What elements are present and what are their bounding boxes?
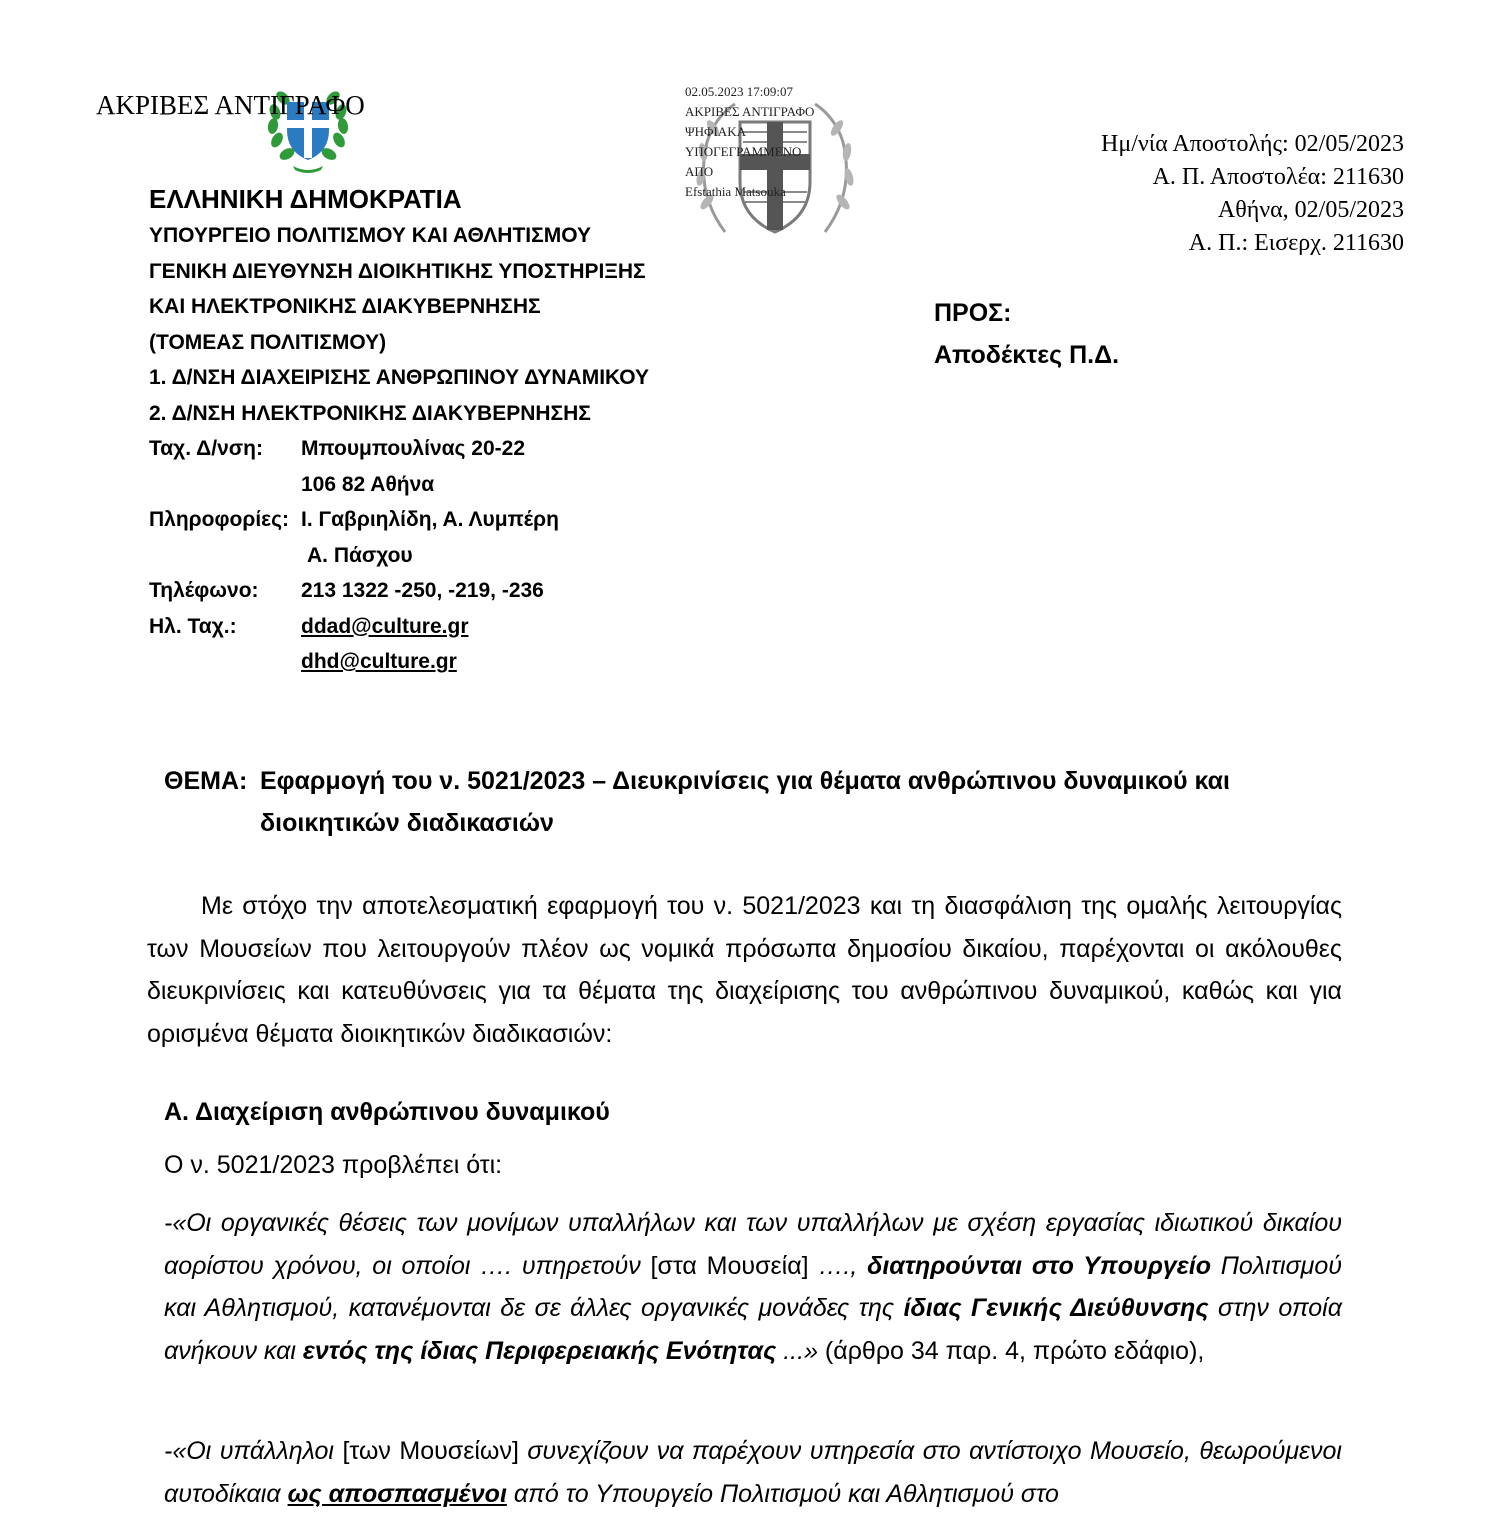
signature-line: 02.05.2023 17:09:07 [685,84,793,99]
quote-emphasis: ως αποσπασμένοι [287,1479,507,1508]
subject-block [164,760,1344,844]
directorate-line: ΚΑΙ ΗΛΕΚΤΡΟΝΙΚΗΣ ΔΙΑΚΥΒΕΡΝΗΣΗΣ [149,295,541,318]
signature-line: ΑΠΟ [685,164,714,179]
organization-header [149,180,649,680]
document-meta [1101,128,1404,260]
recipients-block [934,292,1119,376]
quote-text: ...» [776,1336,818,1365]
signature-line: Efstathia Matsouka [685,184,786,199]
address-label: Ταχ. Δ/νση: [149,437,263,460]
phone-value: 213 1322 -250, -219, -236 [301,579,544,602]
signature-line: ΨΗΦΙΑΚΑ [685,124,746,139]
directorate-line: ΓΕΝΙΚΗ ΔΙΕΥΘΥΝΣΗ ΔΙΟΙΚΗΤΙΚΗΣ ΥΠΟΣΤΗΡΙΞΗΣ [149,259,646,283]
quote-text: -«Οι οργανικές θέσεις των μονίμων υπαλλήλων και των υπαλλήλων με σχέση εργασίας ιδιωτικού δικαίου αορίστου χρόνου, οι οποίοι …. υπηρετούν [164,1209,1342,1280]
address-value: 106 82 Αθήνα [301,472,435,496]
email-link[interactable]: ddad@culture.gr [301,614,469,638]
sector-name: (ΤΟΜΕΑΣ ΠΟΛΙΤΙΣΜΟΥ) [149,330,387,354]
address-row [149,431,649,467]
email-label: Ηλ. Ταχ.: [149,614,237,638]
info-row [149,538,649,574]
subject-label: ΘΕΜΑ: [164,767,248,795]
law-quote [164,1430,1342,1515]
digital-signature-block [685,82,865,252]
address-row [149,467,649,503]
department-name: 2. Δ/ΝΣΗ ΗΛΕΚΤΡΟΝΙΚΗΣ ΔΙΑΚΥΒΕΡΝΗΣΗΣ [149,401,591,425]
quote-text: -«Οι υπάλληλοι [164,1437,334,1465]
signature-text [685,82,814,202]
email-link[interactable]: dhd@culture.gr [301,650,457,673]
signature-line: ΥΠΟΓΕΓΡΑΜΜΕΝΟ [685,144,802,159]
info-label: Πληροφορίες: [149,508,290,531]
address-value: Μπουμπουλίνας 20-22 [301,437,525,460]
intro-paragraph: Με στόχο την αποτελεσματική εφαρμογή του ν. 5021/2023 και τη διασφάλιση της ομαλής λειτουργίας των Μουσείων που λειτουργούν πλέον ως νομικά πρόσωπα δημοσίου δικαίου, παρέχονται οι ακόλουθες διευκρινίσεις και κατευθύνσεις για τα θέματα της διαχείρισης του ανθρώπινου δυναμικού, καθώς και για ορισμένα θέματα διοικητικών διαδικασιών: [147,892,1342,1048]
email-row [149,609,649,645]
phone-label: Τηλέφωνο: [149,579,259,602]
incoming-protocol: Α. Π.: Εισερχ. 211630 [1188,230,1404,256]
quote-text: Πολιτισμού και Αθλητισμού, κατανέμονται δε σε άλλες οργανικές μονάδες της [164,1251,1342,1322]
ministry-name: ΥΠΟΥΡΓΕΙΟ ΠΟΛΙΤΙΣΜΟΥ ΚΑΙ ΑΘΛΗΤΙΣΜΟΥ [149,224,591,247]
quote-emphasis: εντός της ίδιας Περιφερειακής Ενότητας [302,1336,777,1365]
signature-line: ΑΚΡΙΒΕΣ ΑΝΤΙΓΡΑΦΟ [685,104,815,119]
quote-emphasis: ίδιας Γενικής Διεύθυνσης [903,1294,1209,1322]
quote-text: …., [818,1251,858,1280]
certified-copy-stamp: ΑΚΡΙΒΕΣ ΑΝΤΙΓΡΑΦΟ [96,90,365,120]
send-date: Ημ/νία Αποστολής: 02/05/2023 [1101,131,1404,157]
section-heading: Α. Διαχείριση ανθρώπινου δυναμικού [164,1098,610,1126]
quote-insert: [των Μουσείων] [333,1437,528,1465]
republic-title: ΕΛΛΗΝΙΚΗ ΔΗΜΟΚΡΑΤΙΑ [149,184,462,214]
sender-protocol: Α. Π. Αποστολέα: 211630 [1152,164,1404,190]
to-label: ΠΡΟΣ: [934,299,1012,327]
law-intro: Ο ν. 5021/2023 προβλέπει ότι: [164,1151,503,1179]
info-value: Α. Πάσχου [307,543,413,567]
quote-reference: (άρθρο 34 παρ. 4, πρώτο εδάφιο), [817,1336,1205,1365]
info-row [149,502,649,538]
info-value: Ι. Γαβριηλίδη, Α. Λυμπέρη [301,508,559,531]
quote-text: από το Υπουργείο Πολιτισμού και Αθλητισμού στο [506,1479,1059,1508]
subject-text: Εφαρμογή του ν. 5021/2023 – Διευκρινίσεις για θέματα ανθρώπινου δυναμικού και διοικητικών διαδικασιών [260,767,1230,837]
department-name: 1. Δ/ΝΣΗ ΔΙΑΧΕΙΡΙΣΗΣ ΑΝΘΡΩΠΙΝΟΥ ΔΥΝΑΜΙΚΟΥ [149,366,649,389]
quote-text: συνεχίζουν να παρέχουν υπηρεσία στο αντίστοιχο Μουσείο, θεωρούμενοι αυτοδίκαια [164,1437,1342,1508]
law-quote [164,1202,1342,1372]
phone-row [149,573,649,609]
place-date: Αθήνα, 02/05/2023 [1217,197,1404,223]
to-value: Αποδέκτες Π.Δ. [934,341,1120,369]
quote-text: στην οποία ανήκουν και [164,1294,1342,1365]
quote-emphasis: διατηρούνται στο Υπουργείο [857,1251,1211,1280]
quote-insert: [στα Μουσεία] [640,1251,819,1280]
email-row [149,644,649,680]
